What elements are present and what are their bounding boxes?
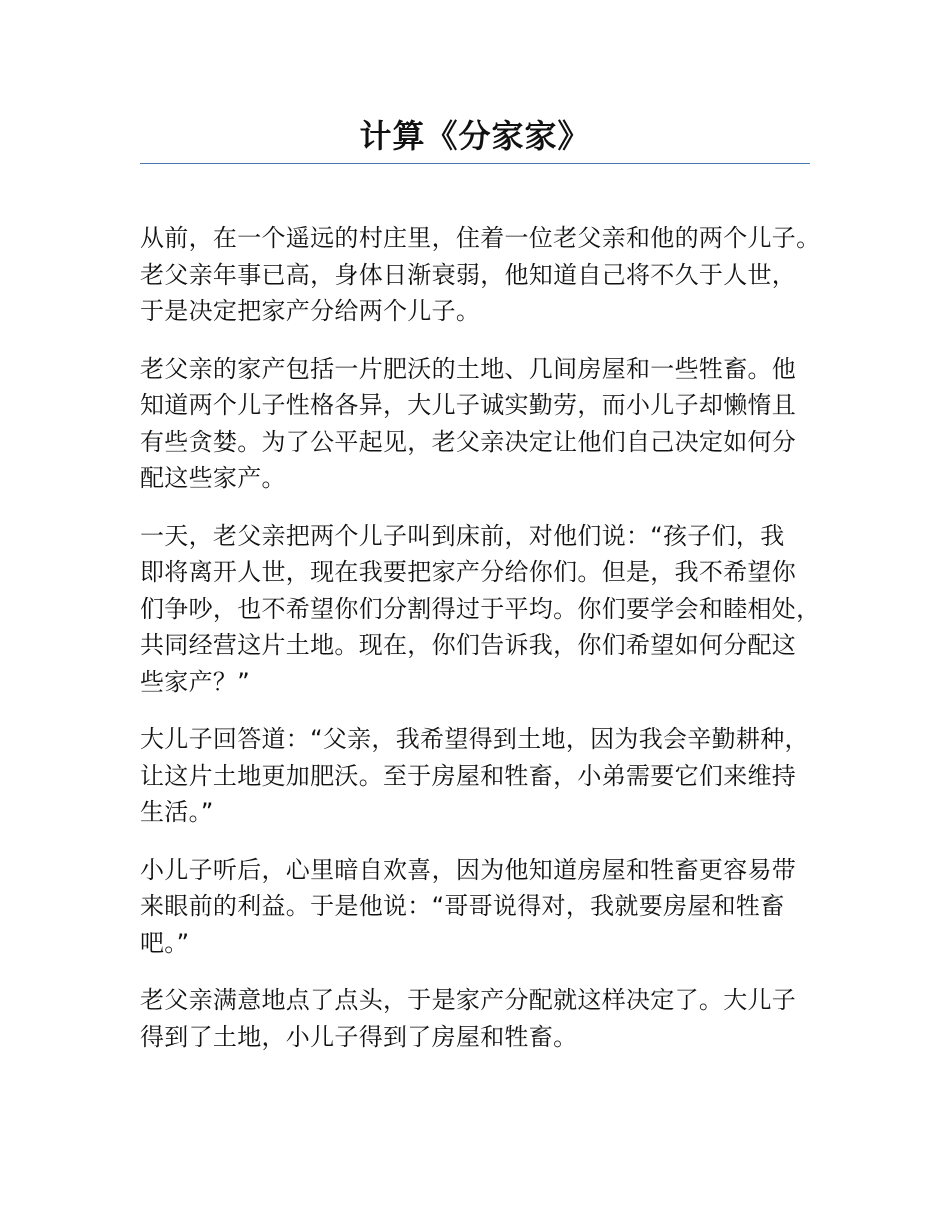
text-line: 让这片土地更加肥沃。至于房屋和牲畜，小弟需要它们来维持 [140, 761, 797, 790]
paragraph-5 [140, 852, 830, 962]
text-line: 从前，在一个遥远的村庄里，住着一位老父亲和他的两个儿子。 [140, 224, 821, 252]
text-line: 老父亲满意地点了点头，于是家产分配就这样决定了。大儿子 [140, 986, 797, 1014]
paragraph-2 [140, 351, 830, 497]
text-line: 一天，老父亲把两个儿子叫到床前，对他们说：“孩子们，我 [140, 521, 785, 550]
text-line: 知道两个儿子性格各异，大儿子诚实勤劳，而小儿子却懒惰且 [140, 391, 797, 419]
text-line: 老父亲的家产包括一片肥沃的土地、几间房屋和一些牲畜。他 [140, 354, 797, 383]
text-line: 生活。” [140, 798, 214, 826]
text-line: 来眼前的利益。于是他说：“哥哥说得对，我就要房屋和牲畜 [140, 892, 785, 920]
text-line: 得到了土地，小儿子得到了房屋和牲畜。 [140, 1022, 578, 1051]
paragraph-4 [140, 721, 830, 831]
paragraph-6 [140, 982, 830, 1055]
text-line: 老父亲年事已高，身体日渐衰弱，他知道自己将不久于人世， [140, 260, 797, 289]
document-body [140, 220, 830, 1076]
text-line: 们争吵，也不希望你们分割得过于平均。你们要学会和睦相处， [140, 594, 821, 623]
text-line: 配这些家产。 [140, 464, 286, 492]
document-title: 计算《分家家》 [359, 117, 591, 155]
text-line: 些家产？” [140, 667, 250, 696]
title-underline [140, 163, 810, 164]
paragraph-1 [140, 220, 830, 330]
text-line: 大儿子回答道：“父亲，我希望得到土地，因为我会辛勤耕种， [140, 725, 809, 753]
text-line: 有些贪婪。为了公平起见，老父亲决定让他们自己决定如何分 [140, 427, 797, 456]
text-line: 于是决定把家产分给两个儿子。 [140, 297, 481, 325]
text-line: 吧。” [140, 928, 190, 957]
text-line: 即将离开人世，现在我要把家产分给你们。但是，我不希望你 [140, 558, 797, 586]
text-line: 小儿子听后，心里暗自欢喜，因为他知道房屋和牲畜更容易带 [140, 855, 797, 884]
paragraph-3 [140, 518, 830, 701]
text-line: 共同经营这片土地。现在，你们告诉我，你们希望如何分配这 [140, 631, 797, 659]
